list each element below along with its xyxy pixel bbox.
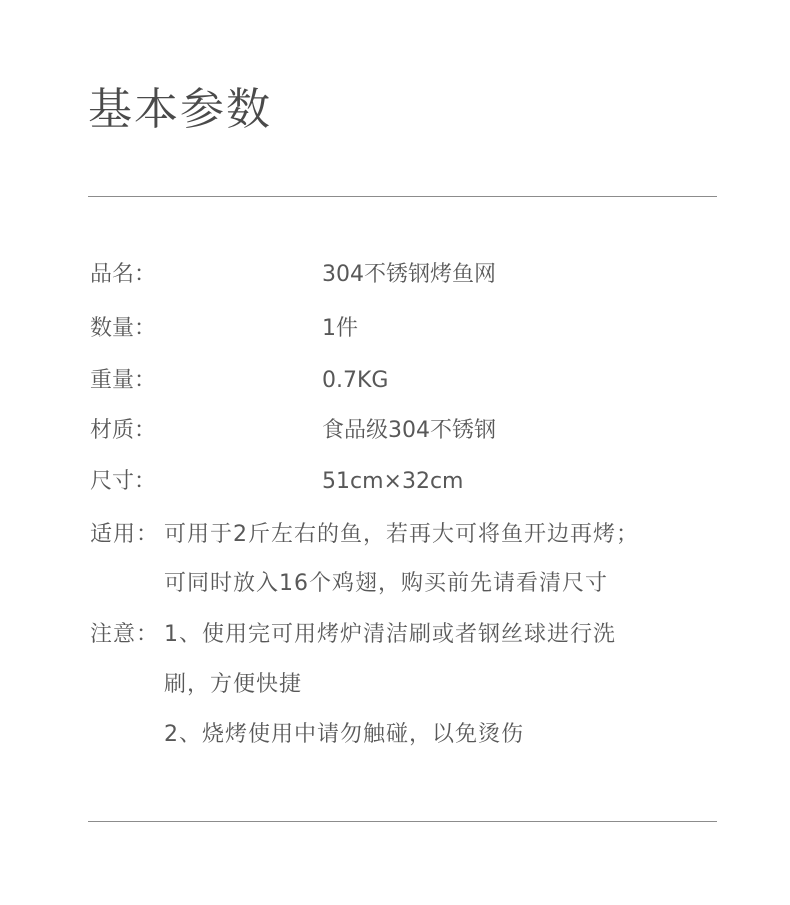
spec-value: 0.7KG — [322, 368, 389, 393]
page-title: 基本参数 — [88, 84, 272, 135]
spec-row-material — [90, 416, 496, 446]
usage-line: 可同时放入16个鸡翅，购买前先请看清尺寸 — [164, 571, 608, 596]
spec-row-size — [90, 467, 463, 497]
spec-row-quantity — [90, 314, 358, 344]
notes-line: 2、烧烤使用中请勿触碰，以免烫伤 — [164, 722, 524, 747]
divider-top — [88, 196, 717, 197]
spec-row-name — [90, 260, 496, 290]
spec-value: 51cm×32cm — [322, 469, 464, 494]
notes-label: 注意： — [90, 622, 160, 647]
spec-label: 材质： — [90, 418, 157, 443]
spec-label: 尺寸： — [90, 469, 157, 494]
spec-value: 304不锈钢烤鱼网 — [322, 262, 496, 287]
spec-value: 1件 — [322, 316, 358, 341]
divider-bottom — [88, 821, 717, 822]
usage-label: 适用： — [90, 522, 160, 547]
notes-line: 1、使用完可用烤炉清洁刷或者钢丝球进行洗 — [164, 622, 616, 647]
spec-label: 品名： — [90, 262, 157, 287]
spec-row-weight — [90, 366, 388, 396]
spec-value: 食品级304不锈钢 — [322, 418, 496, 443]
spec-label: 重量： — [90, 368, 157, 393]
spec-label: 数量： — [90, 316, 157, 341]
usage-line: 可用于2斤左右的鱼，若再大可将鱼开边再烤； — [164, 522, 639, 547]
notes-line: 刷，方便快捷 — [164, 672, 303, 697]
